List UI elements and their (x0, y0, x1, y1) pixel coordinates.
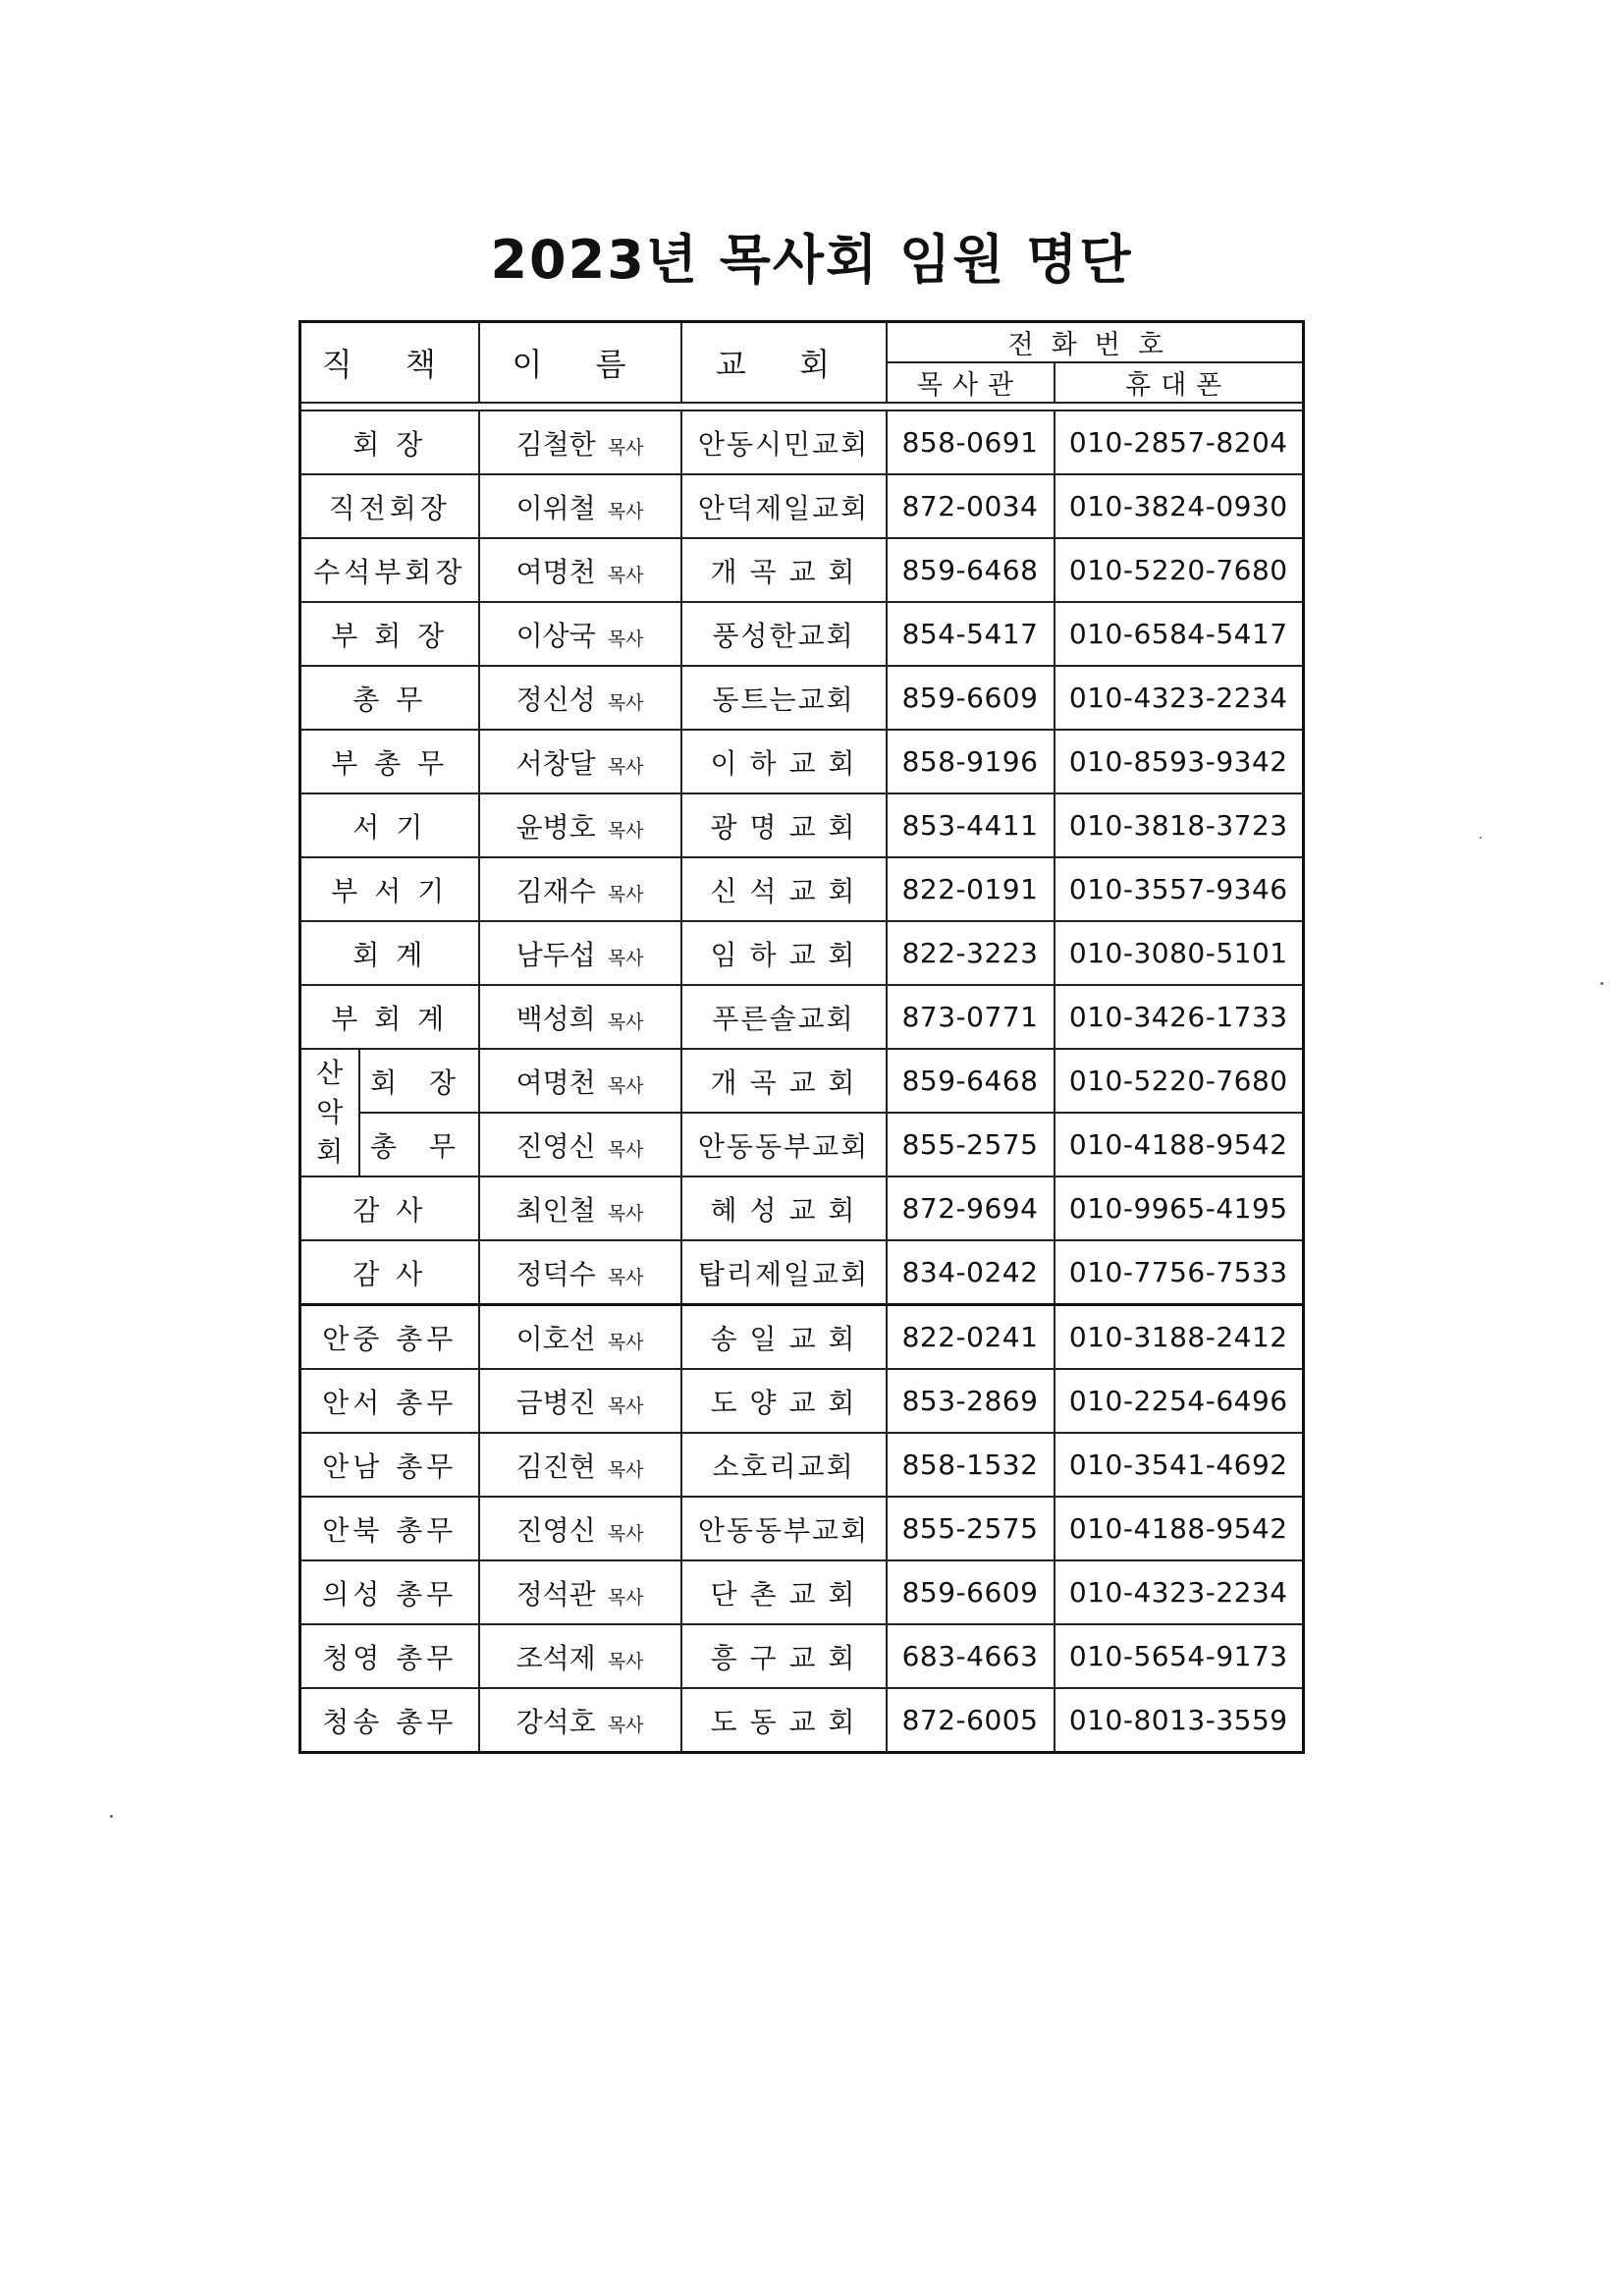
table-row (300, 1497, 1304, 1560)
table-row (300, 1369, 1304, 1433)
church-cell: 도 양 교 회 (681, 1369, 887, 1433)
pastor-name: 강석호 (515, 1705, 596, 1738)
office-phone-cell: 822-0241 (887, 1305, 1055, 1370)
header-separator (300, 403, 1304, 410)
office-phone-cell: 822-0191 (887, 857, 1055, 921)
table-row (300, 1433, 1304, 1497)
scan-speck (1600, 982, 1603, 985)
position-cell: 회 장 (300, 410, 479, 474)
office-phone-cell: 858-1532 (887, 1433, 1055, 1497)
table-row (300, 1624, 1304, 1688)
mobile-phone-cell: 010-4323-2234 (1055, 666, 1304, 730)
name-cell (479, 1305, 681, 1370)
position-cell: 총 무 (359, 1113, 479, 1176)
position-cell: 부 회 장 (300, 602, 479, 666)
mobile-phone-cell: 010-7756-7533 (1055, 1240, 1304, 1305)
pastor-name: 진영신 (515, 1129, 596, 1163)
office-phone-cell: 683-4663 (887, 1624, 1055, 1688)
position-cell: 부 서 기 (300, 857, 479, 921)
office-phone-cell: 853-2869 (887, 1369, 1055, 1433)
office-phone-cell: 853-4411 (887, 793, 1055, 857)
header-position: 직 책 (300, 322, 479, 404)
name-cell (479, 1433, 681, 1497)
church-cell: 이 하 교 회 (681, 730, 887, 793)
church-cell: 임 하 교 회 (681, 921, 887, 985)
mobile-phone-cell: 010-5654-9173 (1055, 1624, 1304, 1688)
header-church: 교 회 (681, 322, 887, 404)
mobile-phone-cell: 010-4188-9542 (1055, 1113, 1304, 1176)
table-row (300, 602, 1304, 666)
pastor-name: 남두섭 (515, 938, 596, 971)
church-cell: 도 동 교 회 (681, 1688, 887, 1753)
church-cell: 소호리교회 (681, 1433, 887, 1497)
table-row (300, 1560, 1304, 1624)
name-cell (479, 1369, 681, 1433)
mobile-phone-cell: 010-3188-2412 (1055, 1305, 1304, 1370)
pastor-name: 이상국 (515, 619, 596, 652)
church-cell: 안동동부교회 (681, 1497, 887, 1560)
pastor-title: 목사 (607, 691, 644, 714)
pastor-name: 진영신 (515, 1513, 596, 1547)
church-cell: 탑리제일교회 (681, 1240, 887, 1305)
pastor-title: 목사 (607, 1074, 644, 1097)
position-cell: 안서 총무 (300, 1369, 479, 1433)
table-row (300, 474, 1304, 538)
pastor-name: 정석관 (515, 1577, 596, 1611)
pastor-title: 목사 (607, 1266, 644, 1288)
pastor-name: 이호선 (515, 1322, 596, 1355)
position-cell: 부 총 무 (300, 730, 479, 793)
position-cell: 청송 총무 (300, 1688, 479, 1753)
table-row (300, 410, 1304, 474)
table-row (300, 1240, 1304, 1305)
pastor-title: 목사 (607, 1138, 644, 1161)
church-cell: 흥 구 교 회 (681, 1624, 887, 1688)
pastor-name: 조석제 (515, 1641, 596, 1674)
church-cell: 안덕제일교회 (681, 474, 887, 538)
church-cell: 혜 성 교 회 (681, 1176, 887, 1240)
mobile-phone-cell: 010-2254-6496 (1055, 1369, 1304, 1433)
group-label-char: 악 (316, 1096, 344, 1128)
position-cell: 직전회장 (300, 474, 479, 538)
office-phone-cell: 872-0034 (887, 474, 1055, 538)
office-phone-cell: 822-3223 (887, 921, 1055, 985)
pastor-title: 목사 (607, 1458, 644, 1481)
table-row (300, 538, 1304, 602)
office-phone-cell: 855-2575 (887, 1113, 1055, 1176)
pastor-name: 여명천 (515, 1066, 596, 1099)
office-phone-cell: 873-0771 (887, 985, 1055, 1049)
name-cell (479, 1176, 681, 1240)
office-phone-cell: 859-6468 (887, 538, 1055, 602)
scan-speck (110, 1815, 113, 1818)
pastor-name: 여명천 (515, 555, 596, 588)
table-row (300, 1688, 1304, 1753)
pastor-name: 최인철 (515, 1193, 596, 1227)
mobile-phone-cell: 010-5220-7680 (1055, 538, 1304, 602)
pastor-name: 김재수 (515, 874, 596, 907)
scan-speck (1480, 837, 1482, 839)
office-phone-cell: 858-9196 (887, 730, 1055, 793)
name-cell (479, 666, 681, 730)
church-cell: 푸른솔교회 (681, 985, 887, 1049)
mobile-phone-cell: 010-2857-8204 (1055, 410, 1304, 474)
group-label-sanak (300, 1049, 359, 1176)
mobile-phone-cell: 010-8013-3559 (1055, 1688, 1304, 1753)
pastor-title: 목사 (607, 947, 644, 969)
table-row (300, 921, 1304, 985)
position-cell: 의성 총무 (300, 1560, 479, 1624)
pastor-title: 목사 (607, 883, 644, 905)
name-cell (479, 921, 681, 985)
pastor-name: 금병진 (515, 1386, 596, 1419)
position-cell: 안중 총무 (300, 1305, 479, 1370)
name-cell (479, 1113, 681, 1176)
church-cell: 신 석 교 회 (681, 857, 887, 921)
mobile-phone-cell: 010-4188-9542 (1055, 1497, 1304, 1560)
church-cell: 개 곡 교 회 (681, 538, 887, 602)
office-phone-cell: 859-6609 (887, 1560, 1055, 1624)
position-cell: 청영 총무 (300, 1624, 479, 1688)
name-cell (479, 1049, 681, 1113)
mobile-phone-cell: 010-3818-3723 (1055, 793, 1304, 857)
pastor-title: 목사 (607, 1586, 644, 1609)
name-cell (479, 410, 681, 474)
table-row (300, 666, 1304, 730)
header-phone-mobile: 휴대폰 (1055, 362, 1304, 403)
pastor-name: 이위철 (515, 491, 596, 524)
officer-roster-table (298, 320, 1305, 1754)
table-row (300, 985, 1304, 1049)
table-row (300, 857, 1304, 921)
pastor-name: 김진현 (515, 1449, 596, 1483)
name-cell (479, 730, 681, 793)
church-cell: 안동시민교회 (681, 410, 887, 474)
header-name: 이 름 (479, 322, 681, 404)
name-cell (479, 1560, 681, 1624)
group-label-char: 회 (316, 1135, 344, 1168)
pastor-name: 정신성 (515, 683, 596, 716)
mobile-phone-cell: 010-3080-5101 (1055, 921, 1304, 985)
mobile-phone-cell: 010-5220-7680 (1055, 1049, 1304, 1113)
pastor-name: 윤병호 (515, 810, 596, 844)
position-cell: 감 사 (300, 1176, 479, 1240)
church-cell: 안동동부교회 (681, 1113, 887, 1176)
table-row (300, 1113, 1304, 1176)
pastor-name: 정덕수 (515, 1257, 596, 1290)
pastor-title: 목사 (607, 819, 644, 842)
table-row (300, 1305, 1304, 1370)
group-label-char: 산 (316, 1057, 344, 1089)
mobile-phone-cell: 010-3557-9346 (1055, 857, 1304, 921)
office-phone-cell: 859-6468 (887, 1049, 1055, 1113)
table-row (300, 1049, 1304, 1113)
pastor-name: 서창달 (515, 746, 596, 780)
pastor-title: 목사 (607, 1650, 644, 1672)
church-cell: 송 일 교 회 (681, 1305, 887, 1370)
name-cell (479, 1688, 681, 1753)
position-cell: 감 사 (300, 1240, 479, 1305)
office-phone-cell: 859-6609 (887, 666, 1055, 730)
pastor-name: 김철한 (515, 427, 596, 461)
table-row (300, 793, 1304, 857)
mobile-phone-cell: 010-8593-9342 (1055, 730, 1304, 793)
pastor-title: 목사 (607, 755, 644, 778)
pastor-name: 백성희 (515, 1002, 596, 1035)
church-cell: 광 명 교 회 (681, 793, 887, 857)
office-phone-cell: 872-9694 (887, 1176, 1055, 1240)
pastor-title: 목사 (607, 1394, 644, 1417)
table-row (300, 1176, 1304, 1240)
office-phone-cell: 834-0242 (887, 1240, 1055, 1305)
position-cell: 부 회 계 (300, 985, 479, 1049)
name-cell (479, 538, 681, 602)
position-cell: 서 기 (300, 793, 479, 857)
pastor-title: 목사 (607, 1522, 644, 1545)
position-cell: 회 계 (300, 921, 479, 985)
position-cell: 회 장 (359, 1049, 479, 1113)
name-cell (479, 602, 681, 666)
name-cell (479, 985, 681, 1049)
name-cell (479, 793, 681, 857)
mobile-phone-cell: 010-4323-2234 (1055, 1560, 1304, 1624)
header-phone-office: 목사관 (887, 362, 1055, 403)
mobile-phone-cell: 010-3824-0930 (1055, 474, 1304, 538)
position-cell: 안남 총무 (300, 1433, 479, 1497)
pastor-title: 목사 (607, 564, 644, 586)
office-phone-cell: 872-6005 (887, 1688, 1055, 1753)
pastor-title: 목사 (607, 436, 644, 459)
mobile-phone-cell: 010-3426-1733 (1055, 985, 1304, 1049)
name-cell (479, 857, 681, 921)
pastor-title: 목사 (607, 628, 644, 650)
pastor-title: 목사 (607, 500, 644, 522)
page-title: 2023년 목사회 임원 명단 (490, 229, 1133, 291)
church-cell: 개 곡 교 회 (681, 1049, 887, 1113)
name-cell (479, 474, 681, 538)
church-cell: 동트는교회 (681, 666, 887, 730)
pastor-title: 목사 (607, 1714, 644, 1736)
mobile-phone-cell: 010-9965-4195 (1055, 1176, 1304, 1240)
church-cell: 단 촌 교 회 (681, 1560, 887, 1624)
pastor-title: 목사 (607, 1011, 644, 1033)
office-phone-cell: 858-0691 (887, 410, 1055, 474)
name-cell (479, 1240, 681, 1305)
mobile-phone-cell: 010-3541-4692 (1055, 1433, 1304, 1497)
table-row (300, 730, 1304, 793)
church-cell: 풍성한교회 (681, 602, 887, 666)
office-phone-cell: 855-2575 (887, 1497, 1055, 1560)
name-cell (479, 1497, 681, 1560)
position-cell: 수석부회장 (300, 538, 479, 602)
position-cell: 안북 총무 (300, 1497, 479, 1560)
position-cell: 총 무 (300, 666, 479, 730)
name-cell (479, 1624, 681, 1688)
pastor-title: 목사 (607, 1331, 644, 1353)
pastor-title: 목사 (607, 1202, 644, 1225)
office-phone-cell: 854-5417 (887, 602, 1055, 666)
header-phone: 전화번호 (887, 322, 1304, 363)
mobile-phone-cell: 010-6584-5417 (1055, 602, 1304, 666)
